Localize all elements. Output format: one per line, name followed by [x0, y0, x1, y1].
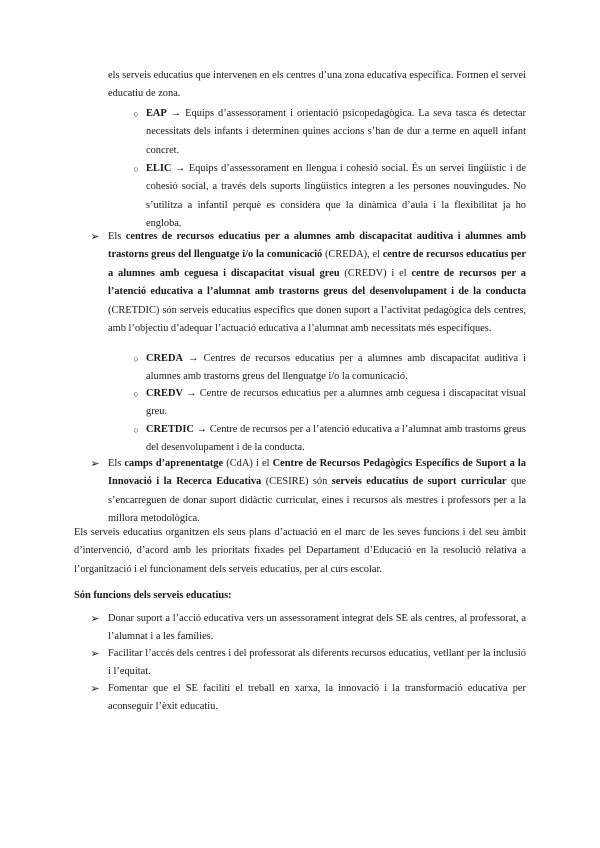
arrow-icon: → — [196, 424, 207, 435]
triangle-bullet-icon: ➢ — [90, 231, 100, 243]
suport-curricular: serveis educatius de suport curricular — [331, 476, 507, 488]
centres-paragraph — [108, 228, 526, 338]
arrow-icon: → — [186, 388, 197, 399]
cda-name: camps d’aprenentatge — [124, 458, 224, 469]
triangle-bullet-icon: ➢ — [90, 613, 100, 625]
text-run: (CRETDIC) són serveis educatius específics que donen suport a l’activitat pedagògica dels centres, amb l’objectiu d’adequar l’actuació educativa a l’alumnat amb necessitats més específiques. — [108, 304, 526, 335]
triangle-bullet-icon: ➢ — [90, 648, 100, 660]
triangle-bullet-icon: ➢ — [90, 683, 100, 695]
arrow-icon: → — [188, 353, 199, 364]
cretdic-name: centre de recursos per a l’atenció educativa a l’alumnat amb trastorns greus del desenvolupament i de la conducta — [108, 267, 526, 298]
elic-text: Equips d’assessorament en llengua i cohesió social. És un servei lingüístic i de cohesió social, a través dels suports lingüístics integren a les persones nouvingudes. No s’utilitza a infantil perquè es considera que la dinàmica d’aula i la flexibilitat ja ho engloba. — [146, 163, 526, 230]
credv-text: Centre de recursos educatius per a alumnes amb ceguesa i discapacitat visual greu. — [146, 388, 527, 418]
circle-bullet-icon: ○ — [133, 425, 139, 435]
eap-text: Equips d’assessorament i orientació psicopedagògica. La seva tasca és detectar necessitats dels infants i determinen quines accions s’han de dur a terme en aquell infant concret. — [146, 108, 526, 156]
credv-term: CREDV — [146, 388, 183, 399]
creda-term: CREDA — [146, 353, 183, 364]
funcio-item: Fomentar que el SE faciliti el treball en xarxa, la innovació i la transformació educativa per aconseguir l’èxit educatiu. — [108, 683, 526, 713]
funcio-item: Donar suport a l’acció educativa vers un assessorament integrat dels SE als centres, al professorat, a l’alumnat i a les famílies. — [108, 613, 526, 643]
text-run: Els — [108, 231, 126, 242]
funcions-heading: Són funcions dels serveis educatius: — [74, 590, 232, 601]
camps-paragraph — [108, 455, 526, 529]
text-run: (CESIRE) són — [261, 476, 332, 488]
organitzen-paragraph: Els serveis educatius organitzen els seus plans d’actuació en el marc de les seves funcions i del seu àmbit d’intervenció, d’acord amb les prioritats fixades pel Departament d’Educació en la resolució relativa a l’organització i el funcionament dels serveis educatius, per al curs escolar. — [74, 527, 526, 575]
cretdic-text: Centre de recursos per a l’atenció educativa a l’alumnat amb trastorns greus del desenvolupament i de la conducta. — [146, 424, 526, 454]
eap-term: EAP — [146, 108, 167, 119]
text-run: Els — [108, 458, 125, 469]
circle-bullet-icon: ○ — [133, 109, 139, 119]
credv-item — [146, 385, 526, 422]
elic-item — [146, 160, 526, 234]
elic-term: ELIC — [146, 163, 172, 174]
eap-item — [146, 105, 526, 160]
circle-bullet-icon: ○ — [133, 389, 139, 399]
credv-name: centre de recursos educatius per a alumnes amb ceguesa i discapacitat visual greu — [108, 249, 526, 279]
cesire-name: Centre de Recursos Pedagògics Específics de Suport a la Innovació i la Recerca Educativa — [108, 458, 526, 488]
creda-name: centres de recursos educatius per a alumnes amb discapacitat auditiva i alumnes amb trastorns greus del llenguatge i/o la comunicació — [108, 231, 526, 261]
text-run: (CdA) i el — [223, 458, 273, 469]
arrow-icon: → — [170, 108, 182, 119]
text-run: (CREDV) i el — [339, 267, 412, 279]
circle-bullet-icon: ○ — [133, 354, 139, 364]
cretdic-term: CRETDIC — [146, 424, 194, 435]
text-run: que s’encarreguen de donar suport didàctic curricular, eines i recursos als mestres i professors per a la millora metodològica. — [108, 476, 526, 525]
creda-item — [146, 350, 526, 387]
triangle-bullet-icon: ➢ — [90, 458, 100, 470]
circle-bullet-icon: ○ — [133, 164, 139, 174]
creda-text: Centres de recursos educatius per a alumnes amb discapacitat auditiva i alumnes amb trastorns greus del llenguatge i/o la comunicació. — [146, 353, 526, 383]
arrow-icon: → — [174, 163, 186, 174]
funcio-item: Facilitar l’accés dels centres i del professorat als diferents recursos educatius, vetllant per la inclusió i l’equitat. — [108, 648, 526, 678]
cretdic-item — [146, 421, 526, 458]
intro-paragraph: els serveis educatius que intervenen en els centres d’una zona educativa específica. Formen el servei educatiu de zona. — [108, 70, 526, 100]
text-run: (CREDA), el — [322, 249, 383, 261]
